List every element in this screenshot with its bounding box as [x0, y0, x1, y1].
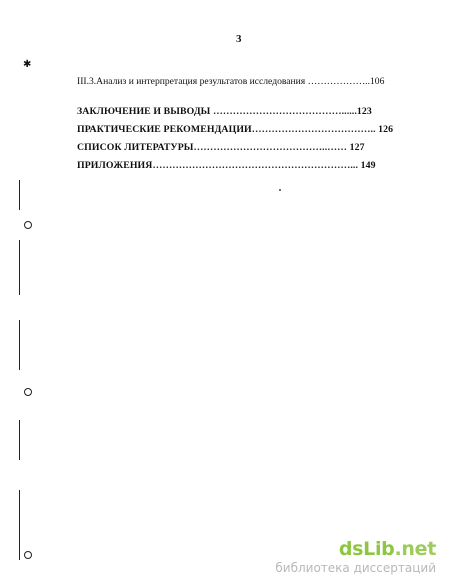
watermark-subtitle: библиотека диссертаций [275, 561, 436, 575]
toc-entry-subsection: III.3.Анализ и интерпретация результатов исследования ………………..106 [77, 76, 385, 87]
margin-line-mark [19, 180, 20, 210]
margin-line-mark [19, 420, 20, 460]
binder-hole-icon [24, 388, 32, 396]
margin-line-mark [19, 490, 20, 560]
toc-entry-references: СПИСОК ЛИТЕРАТУРЫ…………………………………..…… 127 [77, 142, 365, 153]
margin-line-mark [19, 320, 20, 370]
binder-hole-icon [24, 221, 32, 229]
toc-entry-conclusion: ЗАКЛЮЧЕНИЕ И ВЫВОДЫ …………………………………......123 [77, 106, 372, 117]
margin-line-mark [19, 240, 20, 295]
margin-star-mark: ✱ [23, 59, 32, 70]
watermark-brand: dsLib.net [338, 538, 436, 560]
dslib-watermark [275, 540, 436, 574]
toc-entry-recommendations: ПРАКТИЧЕСКИЕ РЕКОМЕНДАЦИИ……………………………….. 126 [77, 124, 394, 135]
page-number: 3 [236, 33, 242, 45]
scan-speck [279, 189, 281, 191]
toc-entry-appendices: ПРИЛОЖЕНИЯ……………………………………………………... 149 [77, 160, 376, 171]
binder-hole-icon [24, 551, 32, 559]
